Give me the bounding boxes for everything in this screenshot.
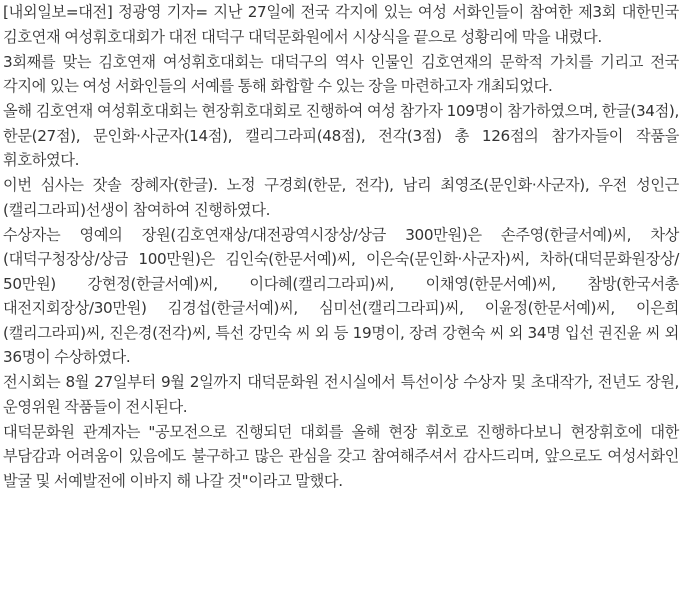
article-paragraph-judges: 이번 심사는 잣솔 장혜자(한글). 노정 구경회(한문, 전각), 남리 최영조(문인화·사군자), 우전 성인근(캘리그라피)선생이 참여하여 진행하였다. <box>3 176 679 219</box>
article-paragraph-winners: 수상자는 영예의 장원(김호연재상/대전광역시장상/상금 300만원)은 손주영(한글서예)씨, 차상(대덕구청장상/상금 100만원)은 김인숙(한문서예)씨, 이은숙(문인화·사군자)씨, 차하(대덕문화원장상/ 50만원) 강현정(한글서예)씨, 이다혜(캘리그라피)씨, 이채영(한문서예)씨, 참방(한국서총 대전지회장상/30만원) 김경섭(한글서예)씨, 심미선(캘리그라피)씨, 이윤정(한문서예)씨, 이은희(캘리그라피)씨, 진은경(전각)씨, 특선 강민숙 씨 외 등 19명이, 장려 강현숙 씨 외 34명 입선 권진윤 씨 외 36명이 수상하였다. <box>3 225 679 366</box>
article-paragraph-exhibition: 전시회는 8월 27일부터 9월 2일까지 대덕문화원 전시실에서 특선이상 수상자 및 초대작가, 전년도 장원, 운영위원 작품들이 전시된다. <box>3 373 679 416</box>
article-paragraph-purpose: 3회째를 맞는 김호연재 여성휘호대회는 대덕구의 역사 인물인 김호연재의 문학적 가치를 기리고 전국 각지에 있는 여성 서화인들의 서예를 통해 화합할 수 있는 장을 마련하고자 개최되었다. <box>3 52 679 95</box>
article-paragraph-participation: 올해 김호연재 여성휘호대회는 현장휘호대회로 진행하여 여성 참가자 109명이 참가하였으며, 한글(34점), 한문(27점), 문인화·사군자(14점), 캘리그라피(48점), 전각(3점) 총 126점의 참가자들이 작품을 휘호하였다. <box>3 102 679 169</box>
article-paragraph-quote: 대덕문화원 관계자는 "공모전으로 진행되던 대회를 올해 현장 휘호로 진행하다보니 현장휘호에 대한 부담감과 어려움이 있음에도 불구하고 많은 관심을 갖고 참여해주셔서 감사드리며, 앞으로도 여성서화인 발굴 및 서예발전에 이바지 해 나갈 것"이라고 말했다. <box>3 422 679 490</box>
article-paragraph-lead: [내외일보=대전] 정광영 기자= 지난 27일에 전국 각지에 있는 여성 서화인들이 참여한 제3회 대한민국 김호연재 여성휘호대회가 대전 대덕구 대덕문화원에서 시상식을 끝으로 성황리에 막을 내렸다. <box>3 3 679 46</box>
